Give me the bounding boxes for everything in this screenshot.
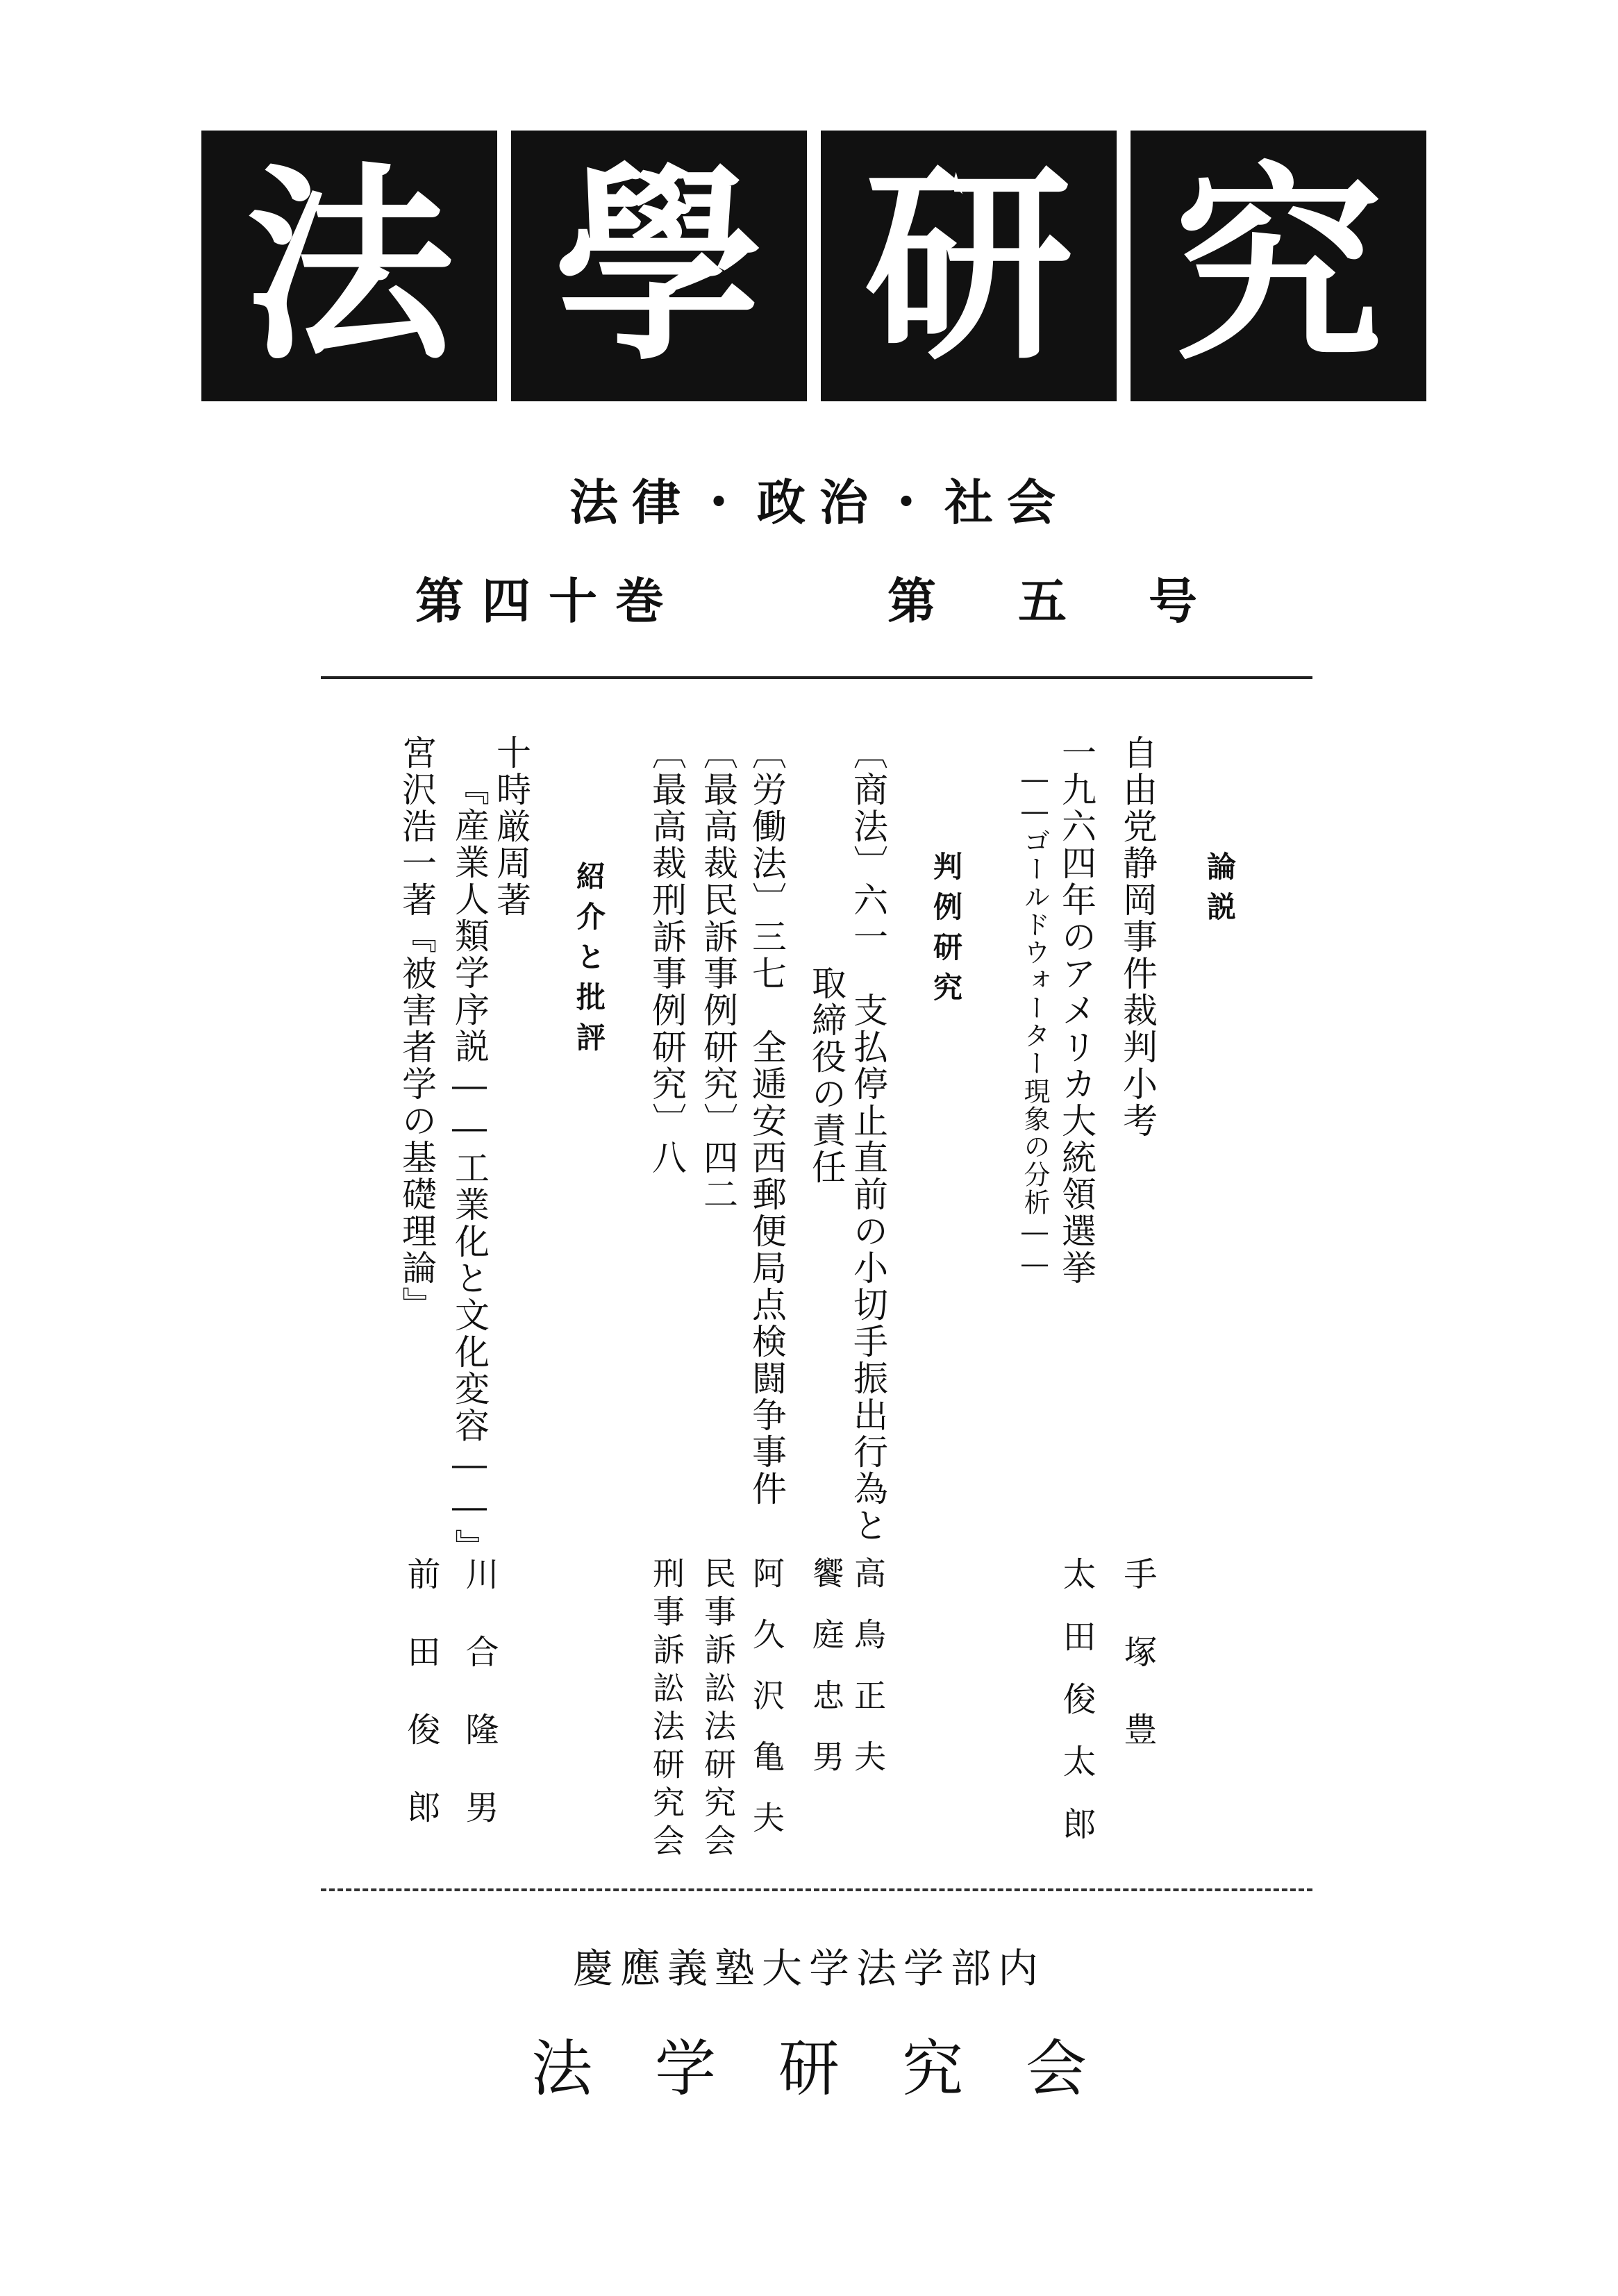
toc-entry-author: 手塚豊 xyxy=(1118,1557,1157,1790)
toc-entry-title: 自由党静岡事件裁判小考 xyxy=(1117,735,1158,1139)
toc-entry-title: 十時厳周著 xyxy=(491,735,531,919)
toc-entry-title-cont: 取締役の責任 xyxy=(806,965,846,1186)
toc-entry-author: 刑事訴訟法研究会 xyxy=(648,1557,685,1862)
volume-number: 第四十巻 xyxy=(415,573,682,630)
masthead-char-4: 究 xyxy=(1131,131,1426,401)
issue-number: 第五号 xyxy=(887,573,1279,630)
toc-entry-author: 川合隆男 xyxy=(460,1557,499,1868)
bottom-rule xyxy=(321,1888,1312,1891)
masthead-char-3: 研 xyxy=(821,131,1117,401)
toc-entry-title: 〔労働法〕三七 全逓安西郵便局点検闘争事件 xyxy=(747,735,787,1507)
toc-entry-author: 饗庭忠男 xyxy=(808,1557,845,1801)
journal-subtitle: 法律・政治・社会 xyxy=(569,474,1069,531)
toc-entry-title: 〔商法〕六一 支払停止直前の小切手振出行為と xyxy=(848,735,888,1544)
toc-entry-author: 阿久沢亀夫 xyxy=(748,1557,785,1862)
toc-entry-author: 高鳥正夫 xyxy=(849,1557,887,1801)
toc-entry-author: 民事訴訟法研究会 xyxy=(699,1557,737,1862)
publisher-name: 法学研究会 xyxy=(531,2033,1149,2104)
section-heading-shokai: 紹介と批評 xyxy=(572,861,606,1062)
masthead-char-2: 學 xyxy=(511,131,807,401)
section-heading-hanrei: 判例研究 xyxy=(929,851,963,1012)
toc-entry-author: 太田俊太郎 xyxy=(1057,1557,1096,1869)
toc-entry-subtitle: ――ゴールドウォーター現象の分析―― xyxy=(1019,764,1050,1280)
toc-entry-title: 〔最高裁刑訴事例研究〕八 xyxy=(647,735,687,1176)
masthead-char-1: 法 xyxy=(201,131,497,401)
toc-entry-title: 宮沢浩一著『被害者学の基礎理論』 xyxy=(397,735,437,1323)
toc-entry-title: 〔最高裁民訴事例研究〕四二 xyxy=(698,735,738,1213)
publisher-address: 慶應義塾大学法学部内 xyxy=(572,1945,1045,1992)
section-heading-ronsetsu: 論説 xyxy=(1203,851,1237,932)
toc-entry-title-cont: 『産業人類学序説――工業化と文化変容――』 xyxy=(449,771,490,1566)
toc-entry-author: 前田俊郎 xyxy=(401,1557,440,1868)
top-rule xyxy=(321,676,1312,679)
toc-entry-title: 一九六四年のアメリカ大統領選挙 xyxy=(1056,735,1096,1287)
